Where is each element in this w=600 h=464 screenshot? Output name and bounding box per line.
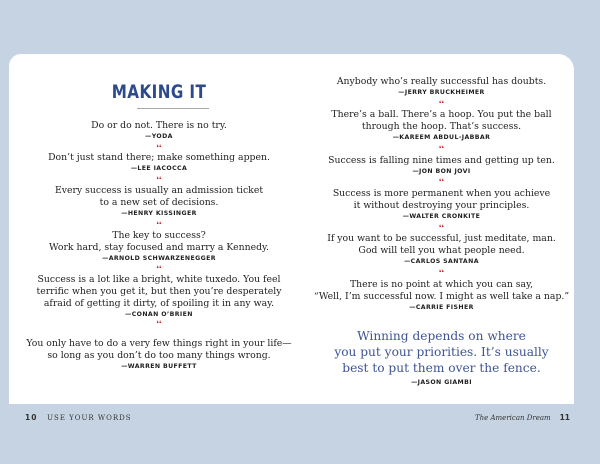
quote-author: —WARREN BUFFETT <box>121 363 197 370</box>
quote-mark-icon: ❛❛ <box>438 268 445 277</box>
quote-text: There is no point at which you can say, <box>349 279 534 290</box>
quote-mark-icon: ❛❛ <box>156 220 162 229</box>
quote-mark-icon: ❛❛ <box>438 223 445 232</box>
quote-block <box>9 185 309 218</box>
quote-mark-icon: ❛❛ <box>156 175 162 184</box>
quote-mark-icon: ❛❛ <box>156 319 162 328</box>
running-head: The American Dream <box>474 414 551 422</box>
featured-quote <box>309 328 574 387</box>
page-title: MAKING IT <box>111 81 207 103</box>
quote-author: —JASON GIAMBI <box>411 379 472 386</box>
quote-block <box>9 152 309 173</box>
title-divider <box>137 108 209 109</box>
featured-quote-text: Winning depends on where <box>357 329 526 343</box>
quote-block <box>9 230 309 263</box>
quote-text: You only have to do a very few things right in your life— <box>26 338 292 349</box>
quote-text: God will tell you what people need. <box>358 245 525 256</box>
quote-block <box>309 188 574 221</box>
quote-text: Do or do not. There is no try. <box>91 120 227 131</box>
quote-text: it without destroying your principles. <box>353 200 530 211</box>
quote-text: Success is more permanent when you achieve <box>332 188 551 199</box>
quote-author: —CONAN O’BRIEN <box>125 311 193 318</box>
quote-author: —WALTER CRONKITE <box>402 213 481 220</box>
quote-text: Success is falling nine times and getting up ten. <box>328 155 555 166</box>
quote-mark-icon: ❛❛ <box>156 264 162 273</box>
quote-text: afraid of getting it dirty, of spoiling it in any way. <box>43 298 275 309</box>
quote-text: Don’t just stand there; make something appen. <box>48 152 270 163</box>
quote-text: Success is a lot like a bright, white tuxedo. You feel <box>37 274 281 285</box>
quote-author: —HENRY KISSINGER <box>121 210 197 217</box>
quote-text: through the hoop. That’s success. <box>361 121 522 132</box>
quote-block <box>309 233 574 266</box>
page-number: 10 <box>25 413 38 422</box>
quote-text: If you want to be successful, just meditate, man. <box>327 233 556 244</box>
featured-quote-text: you put your priorities. It’s usually <box>334 345 549 359</box>
quote-author: —ARNOLD SCHWARZENEGGER <box>102 255 216 262</box>
book-spread <box>9 54 574 404</box>
quote-author: —LEE IACOCCA <box>130 165 188 172</box>
quote-text: There’s a ball. There’s a hoop. You put the ball <box>331 109 552 120</box>
quote-author: —CARLOS SANTANA <box>404 258 479 265</box>
page-number: 11 <box>559 413 570 422</box>
quote-author: —KAREEM ABDUL-JABBAR <box>392 134 491 141</box>
quote-text: Work hard, stay focused and marry a Kennedy. <box>48 242 270 253</box>
right-footer <box>475 413 570 422</box>
quote-block <box>309 155 574 176</box>
quote-author: —JERRY BRUCKHEIMER <box>398 89 485 96</box>
quote-mark-icon: ❛❛ <box>438 99 445 108</box>
quote-text: terrific when you get it, but then you’re desperately <box>36 286 282 297</box>
quote-text: Anybody who’s really successful has doubts. <box>336 76 547 87</box>
quote-mark-icon: ❛❛ <box>438 144 445 153</box>
quote-block <box>9 274 309 319</box>
left-footer <box>25 413 132 422</box>
quote-block <box>9 120 309 141</box>
quote-text: Every success is usually an admission ticket <box>54 185 264 196</box>
running-head: USE YOUR WORDS <box>47 414 132 422</box>
quote-text: The key to success? <box>112 230 206 241</box>
quote-mark-icon: ❛❛ <box>438 177 445 186</box>
quote-author: —JON BON JOVI <box>412 168 471 175</box>
quote-text: “Well, I’m successful now. I might as well take a nap.” <box>313 291 570 302</box>
quote-block <box>309 109 574 142</box>
quote-mark-icon: ❛❛ <box>156 143 162 152</box>
quote-block <box>309 279 574 312</box>
quote-author: —CARRIE FISHER <box>409 304 474 311</box>
quote-text: so long as you don’t do too many things wrong. <box>47 350 271 361</box>
featured-quote-text: best to put them over the fence. <box>342 361 541 375</box>
quote-author: —YODA <box>145 133 173 140</box>
quote-block <box>9 338 309 371</box>
quote-block <box>309 76 574 97</box>
quote-text: to a new set of decisions. <box>99 197 219 208</box>
